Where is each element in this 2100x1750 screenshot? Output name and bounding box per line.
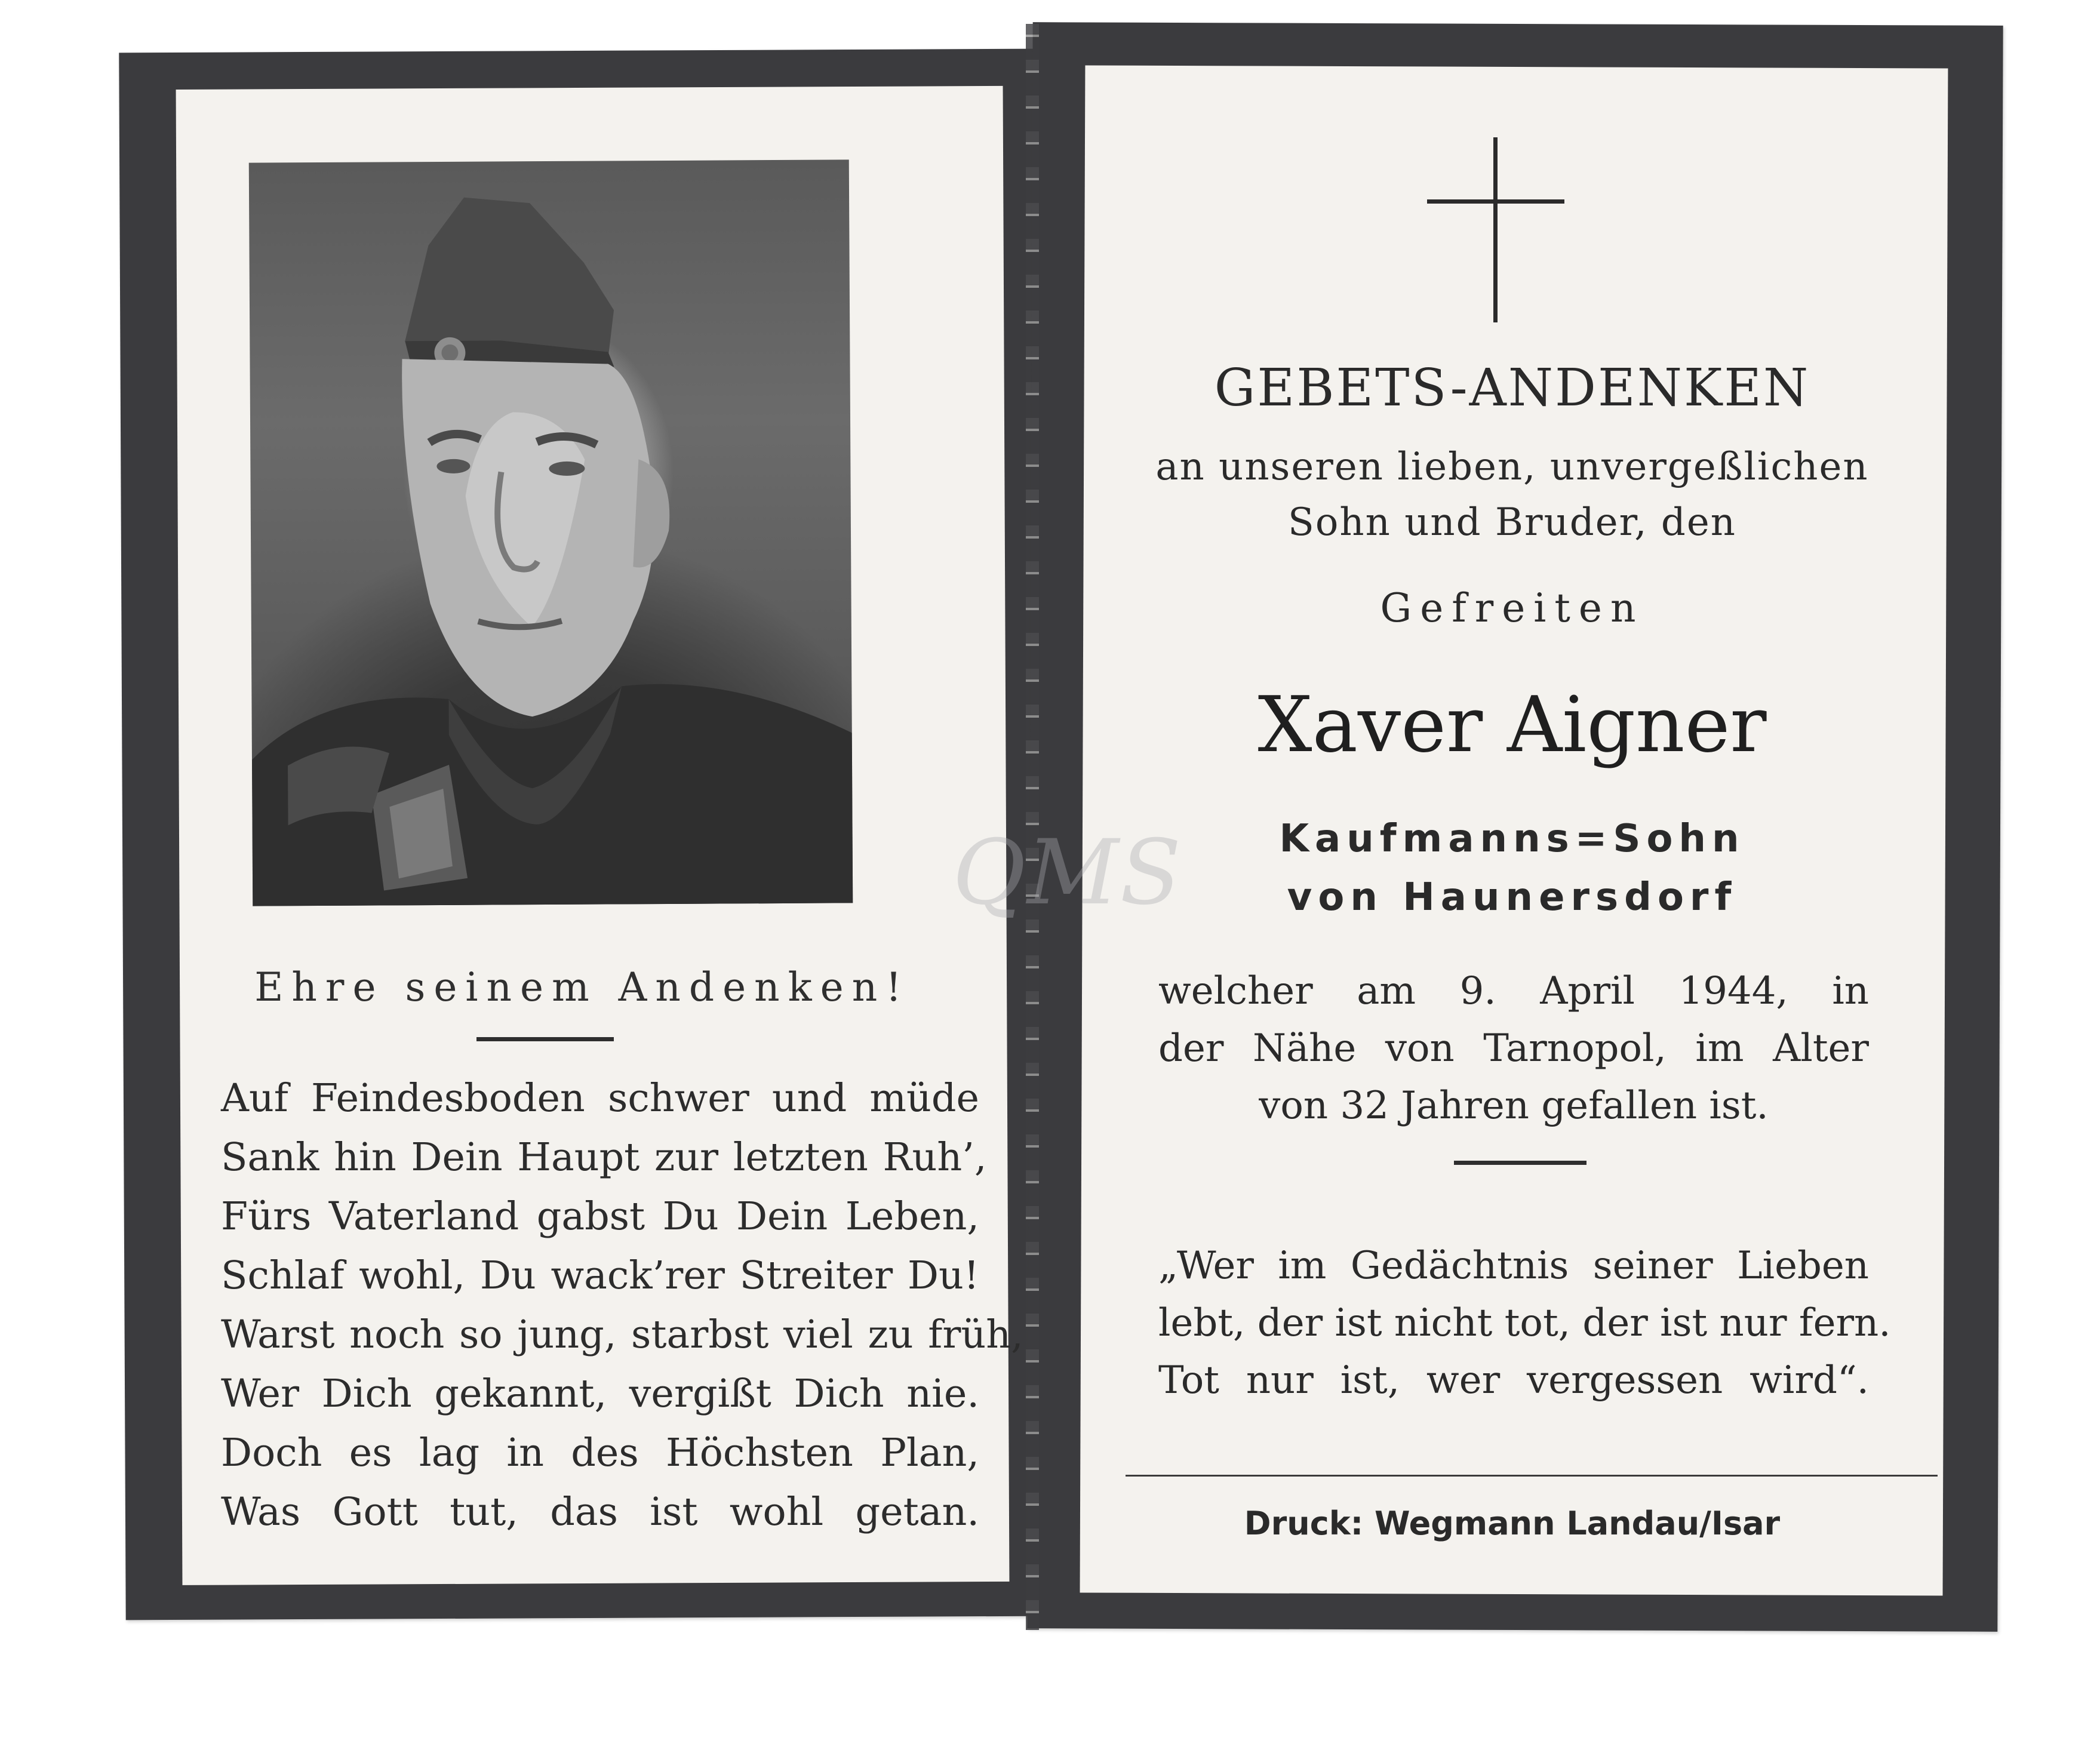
poem-line: Was Gott tut, das ist wohl getan.: [221, 1490, 979, 1534]
poem-line: Sank hin Dein Haupt zur letzten Ruh’,: [221, 1135, 987, 1180]
memorial-poem: [221, 1069, 1023, 1542]
occupation-line: Kaufmanns=Sohn: [1279, 817, 1745, 861]
memorial-heading: Ehre seinem Andenken!: [254, 964, 910, 1010]
military-rank: Gefreiten: [1380, 585, 1644, 631]
cross-icon: [1427, 137, 1564, 322]
printer-imprint: Druck: Wegmann Landau/Isar: [1244, 1505, 1781, 1542]
divider-rule-left: [476, 1037, 614, 1041]
poem-line: Schlaf wohl, Du wack’rer Streiter Du!: [221, 1253, 979, 1298]
death-notice-line: der Nähe von Tarnopol, im Alter: [1158, 1026, 1869, 1071]
memorial-quote: [1158, 1237, 1891, 1409]
poem-line: Fürs Vaterland gabst Du Dein Leben,: [221, 1194, 979, 1239]
dedication-line-2: Sohn und Bruder, den: [1288, 500, 1736, 545]
watermark: QMS: [952, 821, 1183, 925]
card-title: GEBETS-ANDENKEN: [1214, 358, 1810, 418]
quote-line: Tot nur ist, wer vergessen wird“.: [1158, 1358, 1869, 1403]
deceased-name: Xaver Aigner: [1257, 681, 1767, 770]
quote-line: lebt, der ist nicht tot, der ist nur fern.: [1158, 1301, 1891, 1345]
divider-rule-right: [1454, 1161, 1586, 1165]
origin-line: von Haunersdorf: [1287, 875, 1738, 919]
dedication-line-1: an unseren lieben, unvergeßlichen: [1155, 445, 1869, 489]
poem-line: Warst noch so jung, starbst viel zu früh,: [221, 1312, 1023, 1357]
soldier-portrait-photo: [249, 159, 853, 906]
death-notice: [1158, 962, 1869, 1134]
portrait-silhouette: [249, 159, 853, 906]
poem-line: Wer Dich gekannt, vergißt Dich nie.: [221, 1371, 979, 1416]
quote-line: „Wer im Gedächtnis seiner Lieben: [1158, 1244, 1869, 1288]
death-notice-line: von 32 Jahren gefallen ist.: [1259, 1084, 1769, 1128]
footer-rule: [1126, 1475, 1938, 1477]
poem-line: Doch es lag in des Höchsten Plan,: [221, 1431, 979, 1475]
poem-line: Auf Feindesboden schwer und müde: [221, 1076, 979, 1121]
death-notice-line: welcher am 9. April 1944, in: [1158, 969, 1869, 1013]
